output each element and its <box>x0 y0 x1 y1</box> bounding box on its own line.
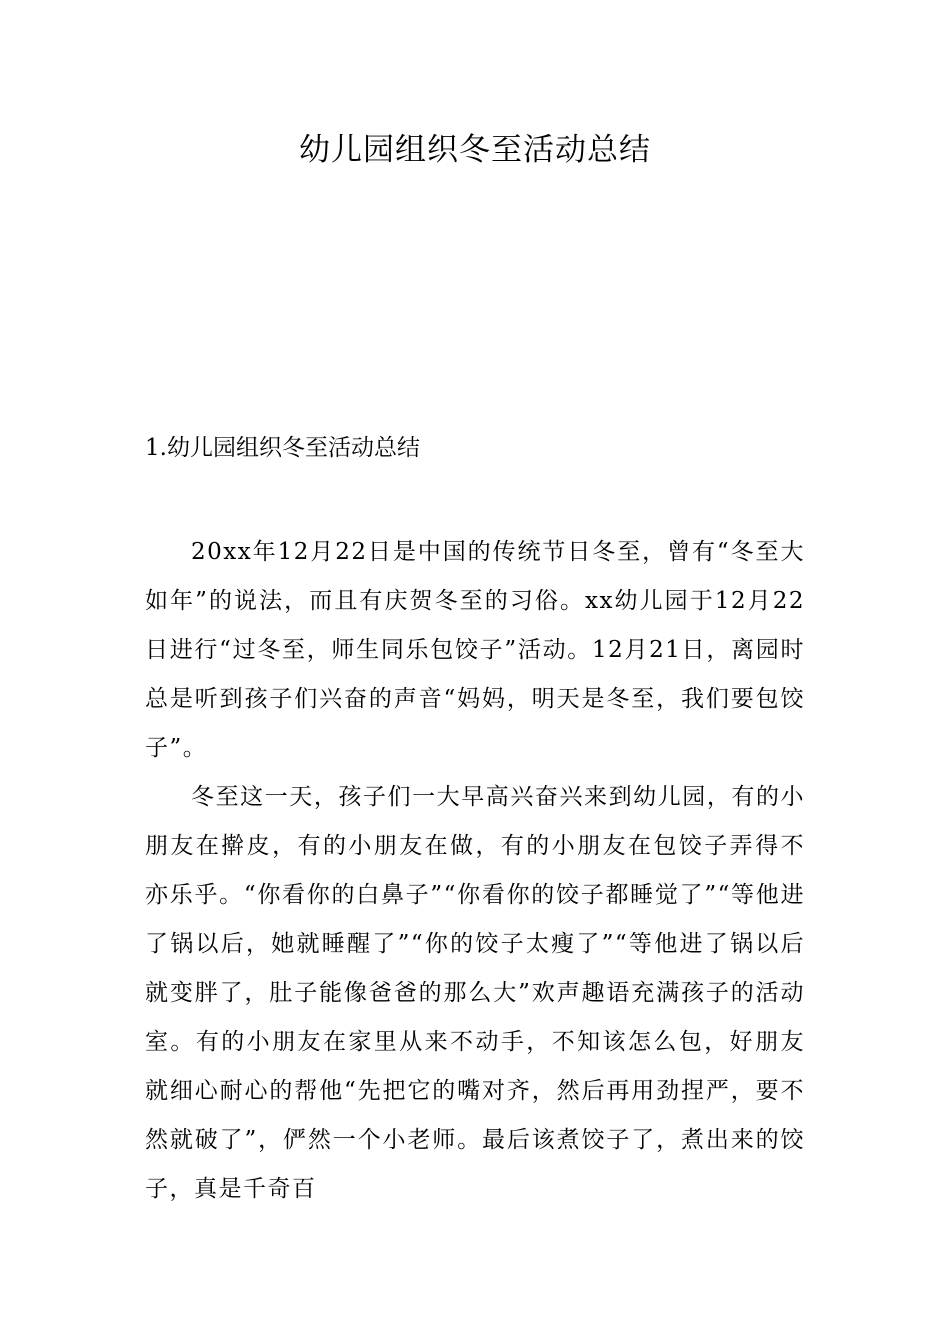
section-heading: 1.幼儿园组织冬至活动总结 <box>145 435 420 461</box>
paragraph: 20xx年12月22日是中国的传统节日冬至，曾有“冬至大如年”的说法，而且有庆贺冬至的习俗。xx幼儿园于12月22日进行“过冬至，师生同乐包饺子”活动。12月21日，离园时总是听到孩子们兴奋的声音“妈妈，明天是冬至，我们要包饺子”。 <box>145 539 805 761</box>
paragraph: 冬至这一天，孩子们一大早高兴奋兴来到幼儿园，有的小朋友在擀皮，有的小朋友在做，有的小朋友在包饺子弄得不亦乐乎。“你看你的白鼻子”“你看你的饺子都睡觉了”“等他进了锅以后，她就睡醒了”“你的饺子太瘦了”“等他进了锅以后就变胖了，肚子能像爸爸的那么大”欢声趣语充满孩子的活动室。有的小朋友在家里从来不动手，不知该怎么包，好朋友就细心耐心的帮他“先把它的嘴对齐，然后再用劲捏严，要不然就破了”，俨然一个小老师。最后该煮饺子了，煮出来的饺子，真是千奇百 <box>145 784 805 1202</box>
document-title: 幼儿园组织冬至活动总结 <box>299 132 651 168</box>
body-text <box>145 528 805 1214</box>
